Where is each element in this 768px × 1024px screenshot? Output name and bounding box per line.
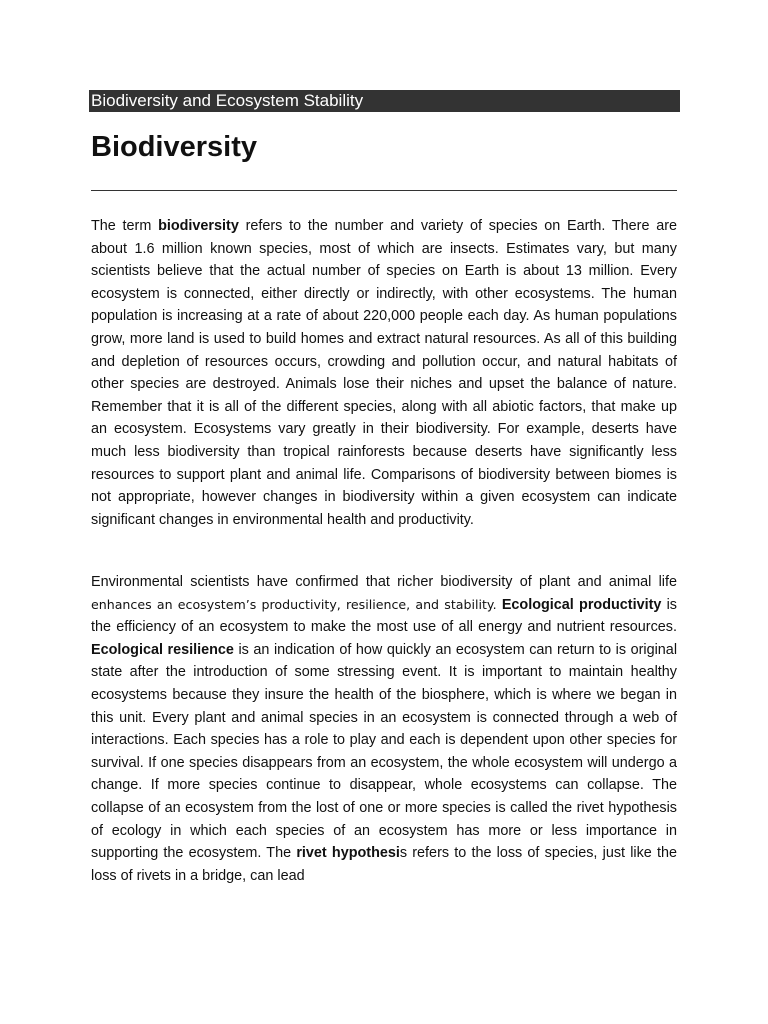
p1-text-c: refers to the number and variety of species on Earth. There are about 1.6 million known species, most of which are insects. Estimates vary, but many scientists believe that the actual number of species on Earth is about 13 million. Every ecosystem is connected, either directly or indirectly, with other ecosystems. The human population is increasing at a rate of about 220,000 people each day. As human populations grow, more land is used to build homes and extract natural resources. As all of this building and depletion of resources occurs, crowding and pollution occur, and natural habitats of other species are destroyed. Animals lose their niches and upset the balance of nature. Remember that it is all of the different species, along with all abiotic factors, that make up an ecosystem. Ecosystems vary greatly in their biodiversity. For example, deserts have much less biodiversity than tropical rainforests because deserts have significantly less resources to support plant and animal life. Comparisons of biodiversity between biomes is not appropriate, however changes in biodiversity within a given ecosystem can indicate significant changes in environmental health and productivity. <box>91 218 677 528</box>
section-banner: Biodiversity and Ecosystem Stability <box>89 90 680 112</box>
page-title: Biodiversity <box>91 131 257 163</box>
title-divider <box>91 190 677 191</box>
term-biodiversity: biodiversity <box>158 218 239 234</box>
term-rivet-hypothesis: rivet hypothesi <box>296 845 400 862</box>
p1-text-a: The term <box>91 218 159 234</box>
term-ecological-resilience: Ecological resilience <box>91 641 234 658</box>
p2-text-g: is an indication of how quickly an ecosystem can return to is original state after the introduction of some stressing event. It is important to maintain healthy ecosystems because they insure the health of the biosphere, which is where we began in this unit. Every plant and animal species in an ecosystem is connected through a web of interactions. Each species has a role to play and each is dependent upon other species for survival. If one species disappears from an ecosystem, the whole ecosystem will undergo a change. If more species continue to disappear, whole ecosystems can collapse. The collapse of an ecosystem from the lost of one or more species is called the rivet hypothesis of ecology in which each species of an ecosystem has more or less importance in supporting the ecosystem. The <box>91 641 678 862</box>
term-ecological-productivity: Ecological productivity <box>501 596 662 613</box>
p2-text-a: Environmental scientists have confirmed that richer biodiversity of plant and animal life <box>91 574 677 590</box>
p2-text-enhances: enhances an ecosystem’s productivity, resilience, and stability. <box>91 596 497 612</box>
p2-text-i: s refers to the loss of species, just like the loss of rivets in a bridge, can lead <box>91 845 677 884</box>
paragraph-2 <box>91 571 677 887</box>
paragraph-1 <box>91 215 677 531</box>
p2-text-e: is the efficiency of an ecosystem to make the most use of all energy and nutrient resources. <box>91 596 678 636</box>
